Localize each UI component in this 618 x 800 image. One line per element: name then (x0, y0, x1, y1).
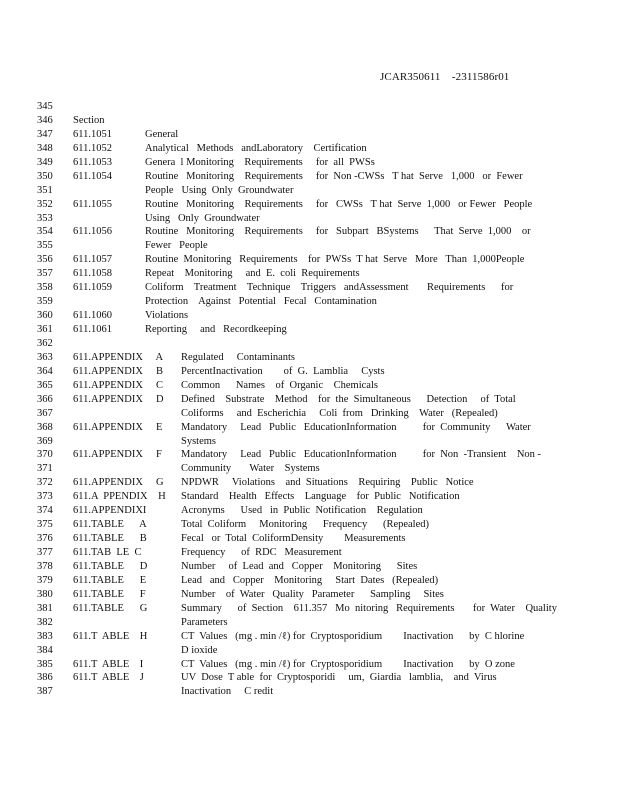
section-title: CT Values (mg . min /ℓ) for Cryptosporidium Inactivation by O zone (181, 658, 515, 670)
section-title: Number of Water Quality Parameter Sampling Sites (181, 588, 444, 600)
toc-line (0, 476, 618, 490)
toc-line (0, 448, 618, 462)
toc-line (0, 616, 618, 630)
toc-line (0, 602, 618, 616)
line-number: 366 (37, 393, 53, 405)
section-title: Community Water Systems (181, 463, 320, 475)
section-code: 611.TABLE G (73, 602, 148, 614)
toc-line (0, 588, 618, 602)
toc-line (0, 267, 618, 281)
line-number: 360 (37, 310, 53, 322)
line-number: 351 (37, 184, 53, 196)
section-code: 611.A PPENDIX H (73, 491, 166, 503)
toc-line (0, 337, 618, 351)
section-code: 611.APPENDIX C (73, 379, 164, 391)
line-number: 384 (37, 644, 53, 656)
section-title: Violations (145, 310, 189, 322)
section-title: Reporting and Recordkeeping (145, 324, 287, 335)
line-number: 353 (37, 212, 53, 224)
section-title: Fewer People (145, 240, 208, 252)
line-number: 352 (37, 198, 53, 210)
line-number: 382 (37, 616, 53, 628)
line-number: 356 (37, 254, 53, 266)
table-of-contents (0, 100, 618, 699)
section-code: 611.TABLE A (73, 519, 147, 531)
line-number: 361 (37, 324, 53, 335)
section-code: 611.1055 (73, 198, 112, 210)
section-title: Summary of Section 611.357 Mo nitoring Requirements for Water Quality (181, 602, 557, 614)
section-code: 611.1053 (73, 156, 112, 168)
line-number: 362 (37, 337, 53, 349)
section-title: Protection Against Potential Fecal Contamination (145, 296, 377, 308)
toc-line (0, 156, 618, 170)
section-title: Using Only Groundwater (145, 212, 260, 224)
section-title: Coliforms and Escherichia Coli from Drinking Water (Repealed) (181, 407, 498, 419)
line-number: 372 (37, 477, 53, 489)
toc-line (0, 393, 618, 407)
toc-line (0, 170, 618, 184)
toc-line (0, 671, 618, 685)
section-title: Routine Monitoring Requirements for Subpart BSystems That Serve 1,000 or (145, 226, 531, 238)
section-title: UV Dose T able for Cryptosporidi um, Giardia lamblia, and Virus (181, 672, 497, 684)
section-code: 611.T ABLE I (73, 658, 144, 670)
toc-line (0, 184, 618, 198)
toc-line (0, 323, 618, 337)
toc-line (0, 532, 618, 546)
section-code: 611.APPENDIX D (73, 393, 164, 405)
toc-line (0, 574, 618, 588)
toc-line (0, 225, 618, 239)
section-title: CT Values (mg . min /ℓ) for Cryptosporidium Inactivation by C hlorine (181, 630, 525, 642)
toc-line (0, 281, 618, 295)
line-number: 379 (37, 574, 53, 586)
section-code: 611.APPENDIX F (73, 449, 162, 461)
toc-line (0, 685, 618, 699)
section-code: 611.TABLE D (73, 560, 148, 572)
section-title: Routine Monitoring Requirements for CWSs T hat Serve 1,000 or Fewer People (145, 198, 533, 210)
section-title: Fecal or Total ColiformDensity Measurements (181, 533, 406, 545)
line-number: 385 (37, 658, 53, 670)
toc-line (0, 560, 618, 574)
line-number: 358 (37, 282, 53, 294)
section-title: Number of Lead and Copper Monitoring Sites (181, 560, 418, 572)
line-number: 365 (37, 379, 53, 391)
section-title: People Using Only Groundwater (145, 184, 294, 196)
section-code: 611.1061 (73, 324, 112, 335)
section-code: 611.APPENDIXI (73, 505, 147, 517)
line-number: 369 (37, 435, 53, 447)
section-title: Acronyms Used in Public Notification Regulation (181, 505, 423, 517)
toc-line (0, 100, 618, 114)
section-title: Defined Substrate Method for the Simultaneous Detection of Total (181, 393, 516, 405)
toc-line (0, 253, 618, 267)
section-code: 611.TABLE F (73, 588, 146, 600)
document-header-id: JCAR350611 -2311586r01 (380, 71, 510, 83)
toc-line (0, 198, 618, 212)
line-number: 378 (37, 560, 53, 572)
section-title: Analytical Methods andLaboratory Certification (145, 142, 367, 154)
section-title: Frequency of RDC Measurement (181, 547, 342, 558)
toc-line (0, 212, 618, 226)
toc-line (0, 351, 618, 365)
section-title: Regulated Contaminants (181, 351, 296, 363)
section-code: 611.TAB LE C (73, 547, 142, 558)
section-title: Inactivation C redit (181, 686, 274, 698)
line-number: 371 (37, 463, 53, 475)
line-number: 346 (37, 114, 53, 126)
section-code: 611.APPENDIX B (73, 365, 164, 377)
section-title: PercentInactivation of G. Lamblia Cysts (181, 365, 385, 377)
section-code: 611.1057 (73, 254, 112, 266)
section-code: 611.1052 (73, 142, 112, 154)
line-number: 367 (37, 407, 53, 419)
section-code: 611.1059 (73, 282, 112, 294)
toc-line (0, 239, 618, 253)
line-number: 348 (37, 142, 53, 154)
section-title: Mandatory Lead Public EducationInformation for Community Water (181, 421, 531, 433)
section-code: 611.T ABLE J (73, 672, 144, 684)
toc-line (0, 142, 618, 156)
line-number: 387 (37, 686, 53, 698)
line-number: 345 (37, 101, 53, 112)
line-number: 357 (37, 268, 53, 280)
section-title: Common Names of Organic Chemicals (181, 379, 378, 391)
toc-line (0, 504, 618, 518)
line-number: 349 (37, 156, 53, 168)
section-title: Standard Health Effects Language for Public Notification (181, 491, 460, 503)
line-number: 381 (37, 602, 53, 614)
section-code: 611.1058 (73, 268, 112, 280)
section-code: 611.1060 (73, 310, 112, 322)
section-code: 611.1054 (73, 170, 112, 182)
section-title: Genera l Monitoring Requirements for all PWSs (145, 156, 375, 168)
toc-line (0, 379, 618, 393)
toc-line (0, 365, 618, 379)
section-title: Lead and Copper Monitoring Start Dates (Repealed) (181, 574, 439, 586)
toc-line (0, 407, 618, 421)
line-number: 380 (37, 588, 53, 600)
line-number: 363 (37, 351, 53, 363)
section-title: Parameters (181, 616, 228, 628)
section-title: Coliform Treatment Technique Triggers andAssessment Requirements for (145, 282, 514, 294)
section-code: 611.T ABLE H (73, 630, 148, 642)
line-number: 386 (37, 672, 53, 684)
line-number: 364 (37, 365, 53, 377)
toc-line (0, 630, 618, 644)
section-title: D ioxide (181, 644, 218, 656)
section-code: 611.APPENDIX E (73, 421, 163, 433)
section-title: General (145, 128, 179, 140)
section-title: Mandatory Lead Public EducationInformation for Non -Transient Non - (181, 449, 542, 461)
line-number: 350 (37, 170, 53, 182)
section-title: Routine Monitoring Requirements for Non -CWSs T hat Serve 1,000 or Fewer (145, 170, 523, 182)
section-title: Repeat Monitoring and E. coli Requirements (145, 268, 360, 280)
toc-line (0, 658, 618, 672)
line-number: 355 (37, 240, 53, 252)
section-code: 611.1056 (73, 226, 112, 238)
section-code: 611.APPENDIX A (73, 351, 164, 363)
section-title: Total Coliform Monitoring Frequency (Repealed) (181, 519, 430, 531)
section-code: 611.TABLE B (73, 533, 147, 545)
section-code: 611.1051 (73, 128, 112, 140)
toc-line (0, 309, 618, 323)
line-number: 370 (37, 449, 53, 461)
toc-line (0, 644, 618, 658)
toc-line (0, 546, 618, 560)
line-number: 354 (37, 226, 53, 238)
section-title: Systems (181, 435, 217, 447)
section-title: NPDWR Violations and Situations Requiring Public Notice (181, 477, 474, 489)
section-title: Routine Monitoring Requirements for PWSs T hat Serve More Than 1,000People (145, 254, 525, 266)
line-number: 377 (37, 547, 53, 558)
section-code: 611.APPENDIX G (73, 477, 164, 489)
line-number: 373 (37, 491, 53, 503)
line-number: 368 (37, 421, 53, 433)
section-code: 611.TABLE E (73, 574, 147, 586)
toc-line (0, 128, 618, 142)
toc-line (0, 435, 618, 449)
toc-line (0, 114, 618, 128)
toc-line (0, 462, 618, 476)
line-number: 376 (37, 533, 53, 545)
line-number: 375 (37, 519, 53, 531)
toc-line (0, 295, 618, 309)
section-code: Section (73, 114, 105, 126)
line-number: 383 (37, 630, 53, 642)
line-number: 347 (37, 128, 53, 140)
toc-line (0, 518, 618, 532)
toc-line (0, 421, 618, 435)
line-number: 359 (37, 296, 53, 308)
toc-line (0, 490, 618, 504)
line-number: 374 (37, 505, 53, 517)
